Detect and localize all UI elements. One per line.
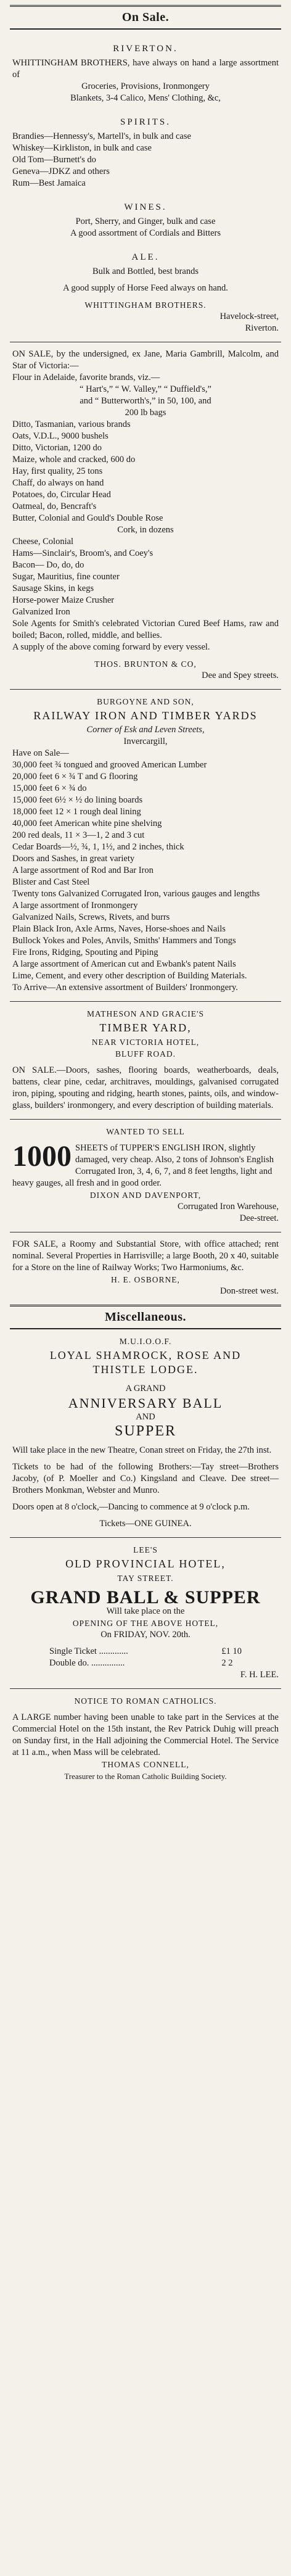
ad-signature-town: Riverton. [245, 323, 279, 333]
ad-heading: NOTICE TO ROMAN CATHOLICS. [74, 1696, 217, 1706]
ad-matheson [10, 1002, 281, 1119]
ad-line: and “ Butterworth's,” in 50, 100, and [80, 396, 211, 406]
ad-line: Oatmeal, do, Bencraft's [12, 502, 97, 511]
ad-whittingham [10, 30, 281, 342]
ad-title-ball: ANNIVERSARY BALL [68, 1395, 223, 1411]
ad-street: TAY STREET. [117, 1574, 174, 1583]
ad-signature: F. H. LEE. [240, 1670, 279, 1680]
ad-intro: Have on Sale— [12, 748, 69, 758]
price-value: 2 2 [221, 1658, 233, 1668]
ad-line: 40,000 feet American white pine shelving [12, 819, 162, 828]
ad-body: A LARGE number having been unable to take part in the Services at the Commercial Hotel on the 15th instant, the Rev Patrick Duhig will preach on Sunday first, in the Hall adjoining the Commercial Hotel. The Service at 11 a.m., when Mass will be celebrated. [12, 1712, 279, 1757]
ad-line: Blankets, 3-4 Calico, Mens' Clothing, &c, [70, 93, 221, 103]
ad-subheading: ALE. [131, 252, 160, 262]
ad-line: Maize, whole and cracked, 600 do [12, 455, 136, 464]
ad-line: 18,000 feet 12 × 1 rough deal lining [12, 807, 141, 817]
ad-heading: WANTED TO SELL [106, 1127, 185, 1136]
ad-signature: WHITTINGHAM BROTHERS. [84, 300, 207, 310]
ad-line: A large assortment of Ironmongery [12, 901, 138, 910]
ad-title: OLD PROVINCIAL HOTEL, [65, 1558, 226, 1570]
ad-signature-street: Don-street west. [219, 1286, 279, 1296]
ad-heading: RIVERTON. [113, 44, 178, 54]
ad-body: SHEETS of TUPPER'S ENGLISH IRON, slightly damaged, very cheap. Also, 2 tons of Johnson's English Corrugated Iron, 3, 4, 6, 7, and 8 feet lengths, light and heavy gauges, all fresh and in good order. [12, 1143, 274, 1188]
ad-line: A GRAND [125, 1384, 166, 1393]
ad-town: Invercargill, [123, 737, 168, 746]
newspaper-column [10, 0, 281, 1790]
ad-body: Tickets to be had of the following Brothers:—Tay street—Brothers Jacoby, (of P. Moeller and Co.) Kingsland and Cleave. Dee street—Brothers Monkman, Webster and Munro. [12, 1462, 279, 1495]
ad-price: Tickets—ONE GUINEA. [99, 1519, 192, 1529]
ad-line: AND [136, 1412, 155, 1422]
ad-note: To Arrive—An extensive assortment of Builders' Ironmongery. [12, 983, 238, 993]
ad-line: Sugar, Mauritius, fine counter [12, 572, 120, 582]
ad-line: Hams—Sinclair's, Broom's, and Coey's [12, 548, 154, 558]
ad-line: Potatoes, do, Circular Head [12, 490, 111, 500]
ad-line: Cork, in dozens [117, 525, 174, 535]
ad-line: Twenty tons Galvanized Corrugated Iron, various gauges and lengths [12, 889, 260, 899]
price-label: Single Ticket ............. [49, 1646, 128, 1656]
ad-line: “ Hart's,” “ W. Valley,” “ Duffield's,” [80, 384, 211, 394]
ad-line: Whiskey—Kirkliston, in bulk and case [12, 143, 152, 153]
ad-line: Bacon— Do, do, do [12, 560, 84, 570]
ad-line: Plain Black Iron, Axle Arms, Naves, Horse-shoes and Nails [12, 924, 226, 934]
ad-title: RAILWAY IRON AND TIMBER YARDS [33, 709, 258, 722]
ad-line: Lime, Cement, and every other description of Building Materials. [12, 971, 247, 981]
price-value: £1 10 [221, 1646, 242, 1656]
ad-line: Geneva—JDKZ and others [12, 167, 110, 176]
ad-line: Port, Sherry, and Ginger, bulk and case [75, 217, 216, 226]
ad-line: A large assortment of Rod and Bar Iron [12, 865, 154, 875]
ad-subheading: WINES. [124, 202, 167, 212]
ad-signature: THOS. BRUNTON & CO, [94, 659, 197, 669]
ad-title: THISTLE LODGE. [92, 1363, 199, 1376]
ad-body: ON SALE.—Doors, sashes, flooring boards, weatherboards, deals, battens, clear pine, cedar, architraves, mouldings, galvanised corrugated iron, piping, spouting and ridging, hearth stones, paints, oils, and window-glass, builders' ironmongery, and every description of building materials. [12, 1065, 279, 1110]
ad-big-title: GRAND BALL & SUPPER [30, 1587, 261, 1608]
ad-order: M.U.I.O.O.F. [119, 1337, 172, 1346]
ad-notice [10, 1689, 281, 1790]
ad-line: 15,000 feet 6 × ¾ do [12, 783, 87, 793]
ad-signature: DIXON AND DAVENPORT, [89, 1191, 202, 1200]
ad-body: Doors open at 8 o'clock,—Dancing to commence at 9 o'clock p.m. [12, 1502, 250, 1512]
ad-line: Bullock Yokes and Poles, Anvils, Smiths' Hammers and Tongs [12, 936, 236, 946]
ad-intro: WHITTINGHAM BROTHERS, have always on hand a large assortment of [12, 58, 279, 80]
ad-line: Cedar Boards—½, ¾, 1, 1½, and 2 inches, thick [12, 842, 184, 852]
ad-title-supper: SUPPER [114, 1423, 177, 1439]
ad-line: Galvanized Nails, Screws, Rivets, and burrs [12, 912, 170, 922]
ad-line: 200 lb bags [125, 408, 166, 418]
ad-signature: H. E. OSBORNE, [111, 1275, 180, 1284]
ad-line: Fire Irons, Ridging, Spouting and Piping [12, 947, 158, 957]
ad-body: FOR SALE, a Roomy and Substantial Store, with office attached; rent nominal. Several Properties in Harrisville; a large Booth, 20 x 40, suitable for a Store on the line of Railway Works; Two Harmoniums, &c. [12, 1239, 279, 1273]
section-heading-miscellaneous: Miscellaneous. [105, 1310, 186, 1324]
section-heading-on-sale: On Sale. [121, 10, 170, 24]
ad-line: Sausage Skins, in kegs [12, 584, 94, 593]
ad-line: Old Tom—Burnett's do [12, 155, 96, 165]
ad-osborne [10, 1232, 281, 1305]
ad-lees [10, 1538, 281, 1688]
ad-line: Doors and Sashes, in great variety [12, 854, 135, 864]
ad-signature-line: Treasurer to the Roman Catholic Building Society. [64, 1772, 227, 1781]
ad-signature-street: Havelock-street, [219, 312, 279, 321]
ad-line: On FRIDAY, NOV. 20th. [100, 1630, 191, 1640]
price-label: Double do. ............... [49, 1658, 125, 1668]
ad-line: OPENING OF THE ABOVE HOTEL, [72, 1619, 219, 1628]
ad-line: A good supply of Horse Feed always on hand. [63, 283, 228, 293]
ad-line: Bulk and Bottled, best brands [92, 266, 199, 276]
ad-note: A supply of the above coming forward by every vessel. [12, 642, 210, 652]
ad-line: Butter, Colonial and Gould's Double Rose [12, 513, 163, 523]
ad-line: 15,000 feet 6½ × ½ do lining boards [12, 795, 143, 805]
ad-signature-line: Corrugated Iron Warehouse, [177, 1202, 279, 1212]
ad-line: 30,000 feet ¾ tongued and grooved American Lumber [12, 760, 207, 770]
ad-line: Ditto, Victorian, 1200 do [12, 443, 102, 453]
ad-line: Ditto, Tasmanian, various brands [12, 419, 131, 429]
ad-line: 200 red deals, 11 × 3—1, 2 and 3 cut [12, 830, 145, 840]
ad-title: LOYAL SHAMROCK, ROSE AND [49, 1349, 242, 1361]
ad-line: Oats, V.D.L., 9000 bushels [12, 431, 109, 441]
ad-price-table [12, 1646, 279, 1669]
ad-dixon [10, 1120, 281, 1232]
ad-line: A large assortment of American cut and Ewbank's patent Nails [12, 959, 236, 969]
ad-line: Galvanized Iron [12, 607, 70, 617]
ad-brunton [10, 342, 281, 689]
ad-line: Rum—Best Jamaica [12, 178, 86, 188]
ad-line: Will take place on the [106, 1606, 185, 1616]
ad-town: BLUFF ROAD. [115, 1049, 176, 1059]
ad-title: TIMBER YARD, [99, 1022, 192, 1034]
ad-heading: MATHESON AND GRACIE'S [87, 1009, 204, 1018]
ad-burgoyne [10, 690, 281, 1001]
ad-signature-street: Dee and Spey streets. [202, 671, 279, 680]
ad-line: Brandies—Hennessy's, Martell's, in bulk and case [12, 131, 191, 141]
ad-line: Blister and Cast Steel [12, 877, 90, 887]
ad-signature-street: Dee-street. [239, 1213, 279, 1223]
ad-big-number: 1000 [12, 1140, 72, 1173]
ad-line: Flour in Adelaide, favorite brands, viz.— [12, 373, 160, 382]
ad-line: Cheese, Colonial [12, 537, 74, 547]
ad-line: Chaff, do always on hand [12, 478, 104, 488]
ad-note: Sole Agents for Smith's celebrated Victorian Cured Beef Hams, raw and boiled; Bacon, rolled, middle, and bellies. [12, 619, 279, 640]
ad-address: Corner of Esk and Leven Streets, [86, 725, 205, 735]
ad-body: Will take place in the new Theatre, Conan street on Friday, the 27th inst. [12, 1445, 272, 1455]
ad-lodge [10, 1329, 281, 1537]
ad-line: Horse-power Maize Crusher [12, 595, 115, 605]
ad-intro: ON SALE, by the undersigned, ex Jane, Maria Gambrill, Malcolm, and Star of Victoria:— [12, 349, 279, 371]
ad-line: Groceries, Provisions, Ironmongery [81, 81, 210, 91]
ad-line: 20,000 feet 6 × ¾ T and G flooring [12, 772, 138, 782]
ad-line: Hay, first quality, 25 tons [12, 466, 103, 476]
ad-near: NEAR VICTORIA HOTEL, [91, 1038, 200, 1047]
ad-heading: LEE'S [133, 1545, 158, 1554]
ad-subheading: SPIRITS. [120, 117, 171, 127]
ad-line: A good assortment of Cordials and Bitters [70, 228, 221, 238]
ad-heading: BURGOYNE AND SON, [97, 697, 194, 706]
ad-signature: THOMAS CONNELL, [102, 1760, 189, 1769]
